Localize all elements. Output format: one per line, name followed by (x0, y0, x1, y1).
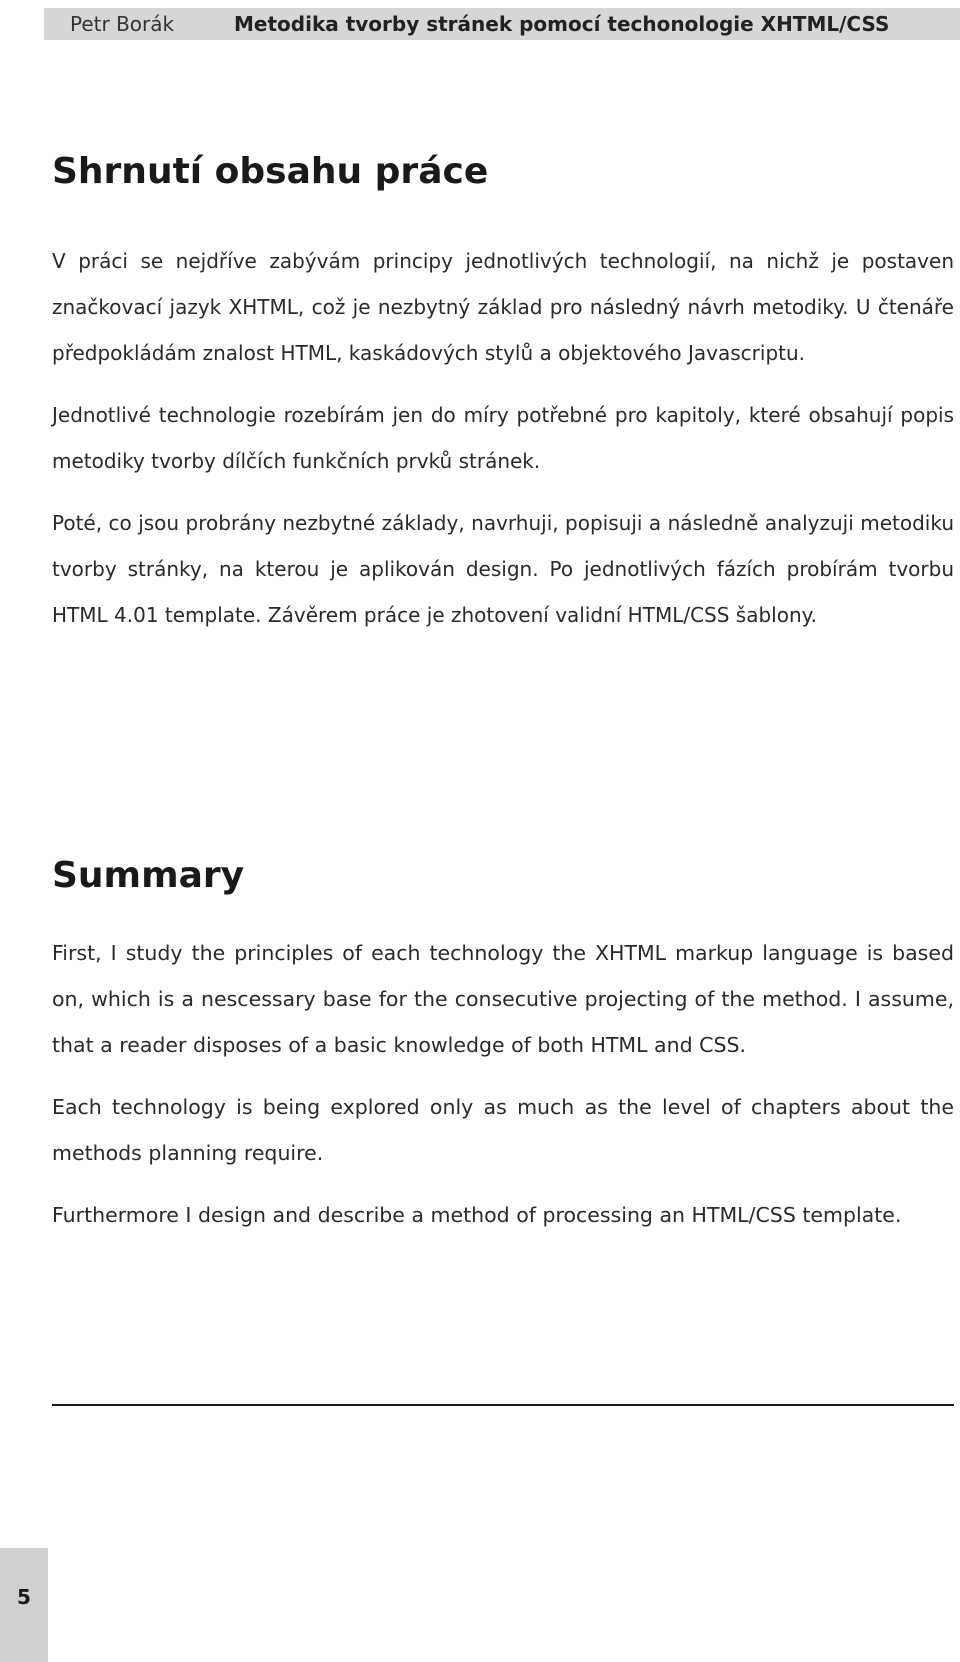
czech-summary-heading: Shrnutí obsahu práce (52, 151, 489, 192)
running-header (44, 8, 960, 40)
czech-paragraph-3: Poté, co jsou probrány nezbytné základy, navrhuji, popisuji a následně analyzuji metodiku tvorby stránky, na kterou je aplikován design. Po jednotlivých fázích probírám tvorbu HTML 4.01 template. Závěrem práce je zhotovení validní HTML/CSS šablony. (52, 511, 954, 627)
czech-paragraph-2: Jednotlivé technologie rozebírám jen do míry potřebné pro kapitoly, které obsahují popis metodiky tvorby dílčích funkčních prvků stránek. (52, 403, 954, 473)
page-number-tab (0, 1548, 48, 1662)
czech-paragraph-1: V práci se nejdříve zabývám principy jednotlivých technologií, na nichž je postaven značkovací jazyk XHTML, což je nezbytný základ pro následný návrh metodiky. U čtenáře předpokládám znalost HTML, kaskádových stylů a objektového Javascriptu. (52, 249, 954, 365)
english-paragraph-2: Each technology is being explored only as much as the level of chapters about the methods planning require. (52, 1095, 954, 1165)
english-paragraph-1: First, I study the principles of each technology the XHTML markup language is based on, which is a nescessary base for the consecutive projecting of the method. I assume, that a reader disposes of a basic knowledge of both HTML and CSS. (52, 941, 954, 1057)
header-author: Petr Borák (70, 12, 175, 36)
page-number: 5 (17, 1585, 31, 1609)
header-title: Metodika tvorby stránek pomocí techonologie XHTML/CSS (234, 12, 890, 36)
english-summary-heading: Summary (52, 855, 245, 896)
footer-divider (52, 1404, 954, 1406)
czech-summary-section (52, 150, 954, 638)
english-paragraph-3: Furthermore I design and describe a method of processing an HTML/CSS template. (52, 1203, 902, 1227)
english-summary-section (52, 854, 954, 1238)
